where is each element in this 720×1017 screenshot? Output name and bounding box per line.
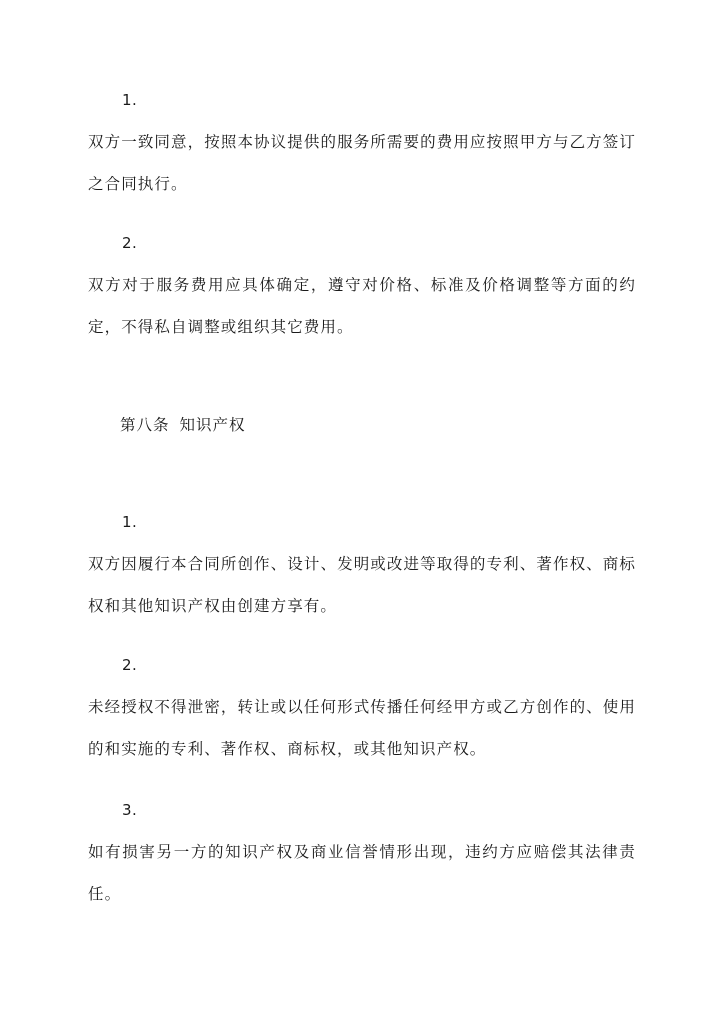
item-number: 2. — [122, 234, 138, 252]
item-paragraph: 双方一致同意，按照本协议提供的服务所需要的费用应按照甲方与乙方签订之合同执行。 — [88, 133, 636, 193]
item-paragraph: 双方因履行本合同所创作、设计、发明或改进等取得的专利、著作权、商标权和其他知识产权由创建方享有。 — [88, 555, 636, 615]
item-number: 1. — [122, 513, 138, 531]
article-heading — [120, 414, 246, 436]
item-paragraph: 如有损害另一方的知识产权及商业信誉情形出现，违约方应赔偿其法律责任。 — [88, 843, 636, 903]
article-title: 知识产权 — [179, 416, 246, 434]
item-number: 1. — [122, 91, 138, 109]
item-paragraph: 双方对于服务费用应具体确定，遵守对价格、标准及价格调整等方面的约定，不得私自调整或组织其它费用。 — [88, 276, 636, 336]
item-paragraph: 未经授权不得泄密，转让或以任何形式传播任何经甲方或乙方创作的、使用的和实施的专利、著作权、商标权，或其他知识产权。 — [88, 698, 636, 758]
item-number: 3. — [122, 801, 138, 819]
item-number: 2. — [122, 656, 138, 674]
article-number: 第八条 — [120, 416, 170, 434]
